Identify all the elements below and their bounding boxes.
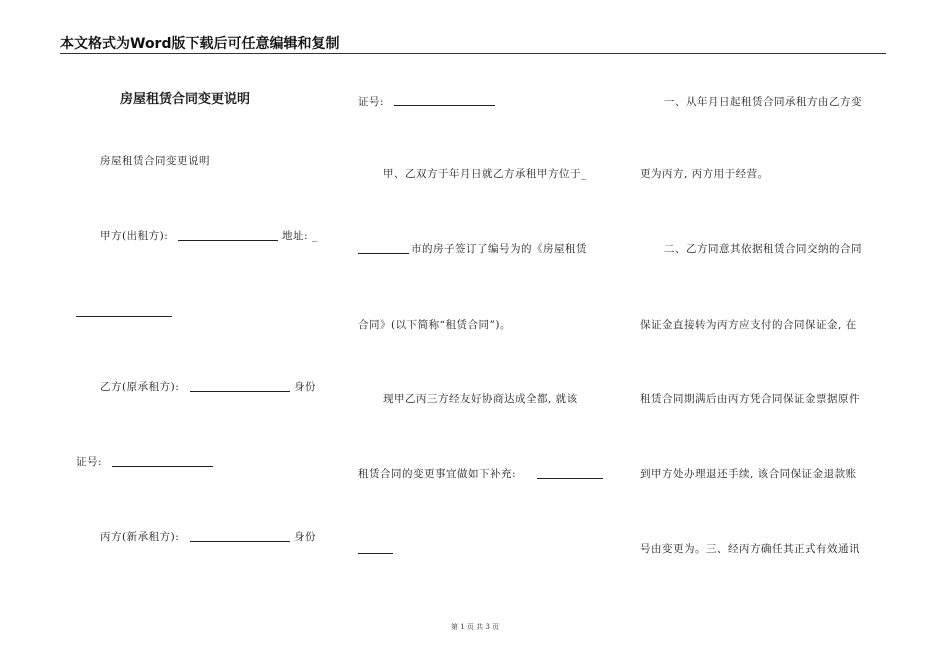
- party-b-id-number-label: 证号:: [76, 456, 103, 468]
- party-c-label: 丙方(新承租方):: [100, 531, 180, 543]
- page-number: 第 1 页 共 3 页: [450, 623, 500, 631]
- contract-clause-line: 租赁合同的变更事宜做如下补充:: [358, 468, 517, 480]
- party-b-blank: [190, 391, 290, 392]
- clause-line: 二、乙方同意其依据租赁合同交纳的合同: [664, 243, 862, 255]
- party-c-id-label: 身份: [294, 531, 316, 543]
- contract-clause-line: 现甲乙丙三方经友好协商达成全都, 就该: [383, 393, 578, 405]
- party-c-id-blank: [394, 105, 495, 106]
- clause-line: 到甲方处办理退还手续, 该合同保证金退款账: [640, 468, 857, 480]
- column1-heading: 房屋租赁合同变更说明: [100, 155, 210, 167]
- document-title: 房屋租赁合同变更说明: [120, 92, 251, 107]
- contract-clause-line: 甲、乙双方于年月日就乙方承租甲方位于_: [383, 168, 587, 180]
- party-a-address-blank: [76, 316, 172, 317]
- clause-line: 一、从年月日起租赁合同承租方由乙方变: [664, 96, 862, 108]
- party-c-blank: [190, 541, 290, 542]
- party-a-blank: [178, 240, 278, 241]
- party-b-id-blank: [112, 466, 213, 467]
- header-rule: [60, 53, 886, 54]
- party-b-id-label: 身份: [294, 381, 316, 393]
- clause-line: 租赁合同期满后由丙方凭合同保证金票据原件: [640, 393, 860, 405]
- contract-clause-line: 市的房子签订了编号为的《房屋租赁: [411, 243, 587, 255]
- clause-line: 更为丙方, 丙方用于经营。: [640, 168, 769, 180]
- document-banner: 本文格式为Word版下载后可任意编辑和复制: [60, 36, 340, 52]
- party-b-label: 乙方(原承租方):: [100, 381, 180, 393]
- clause-line: 保证金直接转为丙方应支付的合同保证金, 在: [640, 319, 857, 331]
- clause-line: 号由变更为。三、经丙方确任其正式有效通讯: [640, 543, 860, 555]
- contract-clause-line: 合同》(以下简称“租赁合同”)。: [358, 319, 511, 331]
- party-a-label: 甲方(出租方):: [100, 230, 169, 242]
- supplement-blank-continued: [358, 553, 393, 554]
- supplement-blank: [537, 478, 603, 479]
- party-c-id-number-label: 证号:: [358, 96, 385, 108]
- city-blank: [358, 253, 409, 254]
- party-a-address-label: 地址: _: [282, 230, 318, 242]
